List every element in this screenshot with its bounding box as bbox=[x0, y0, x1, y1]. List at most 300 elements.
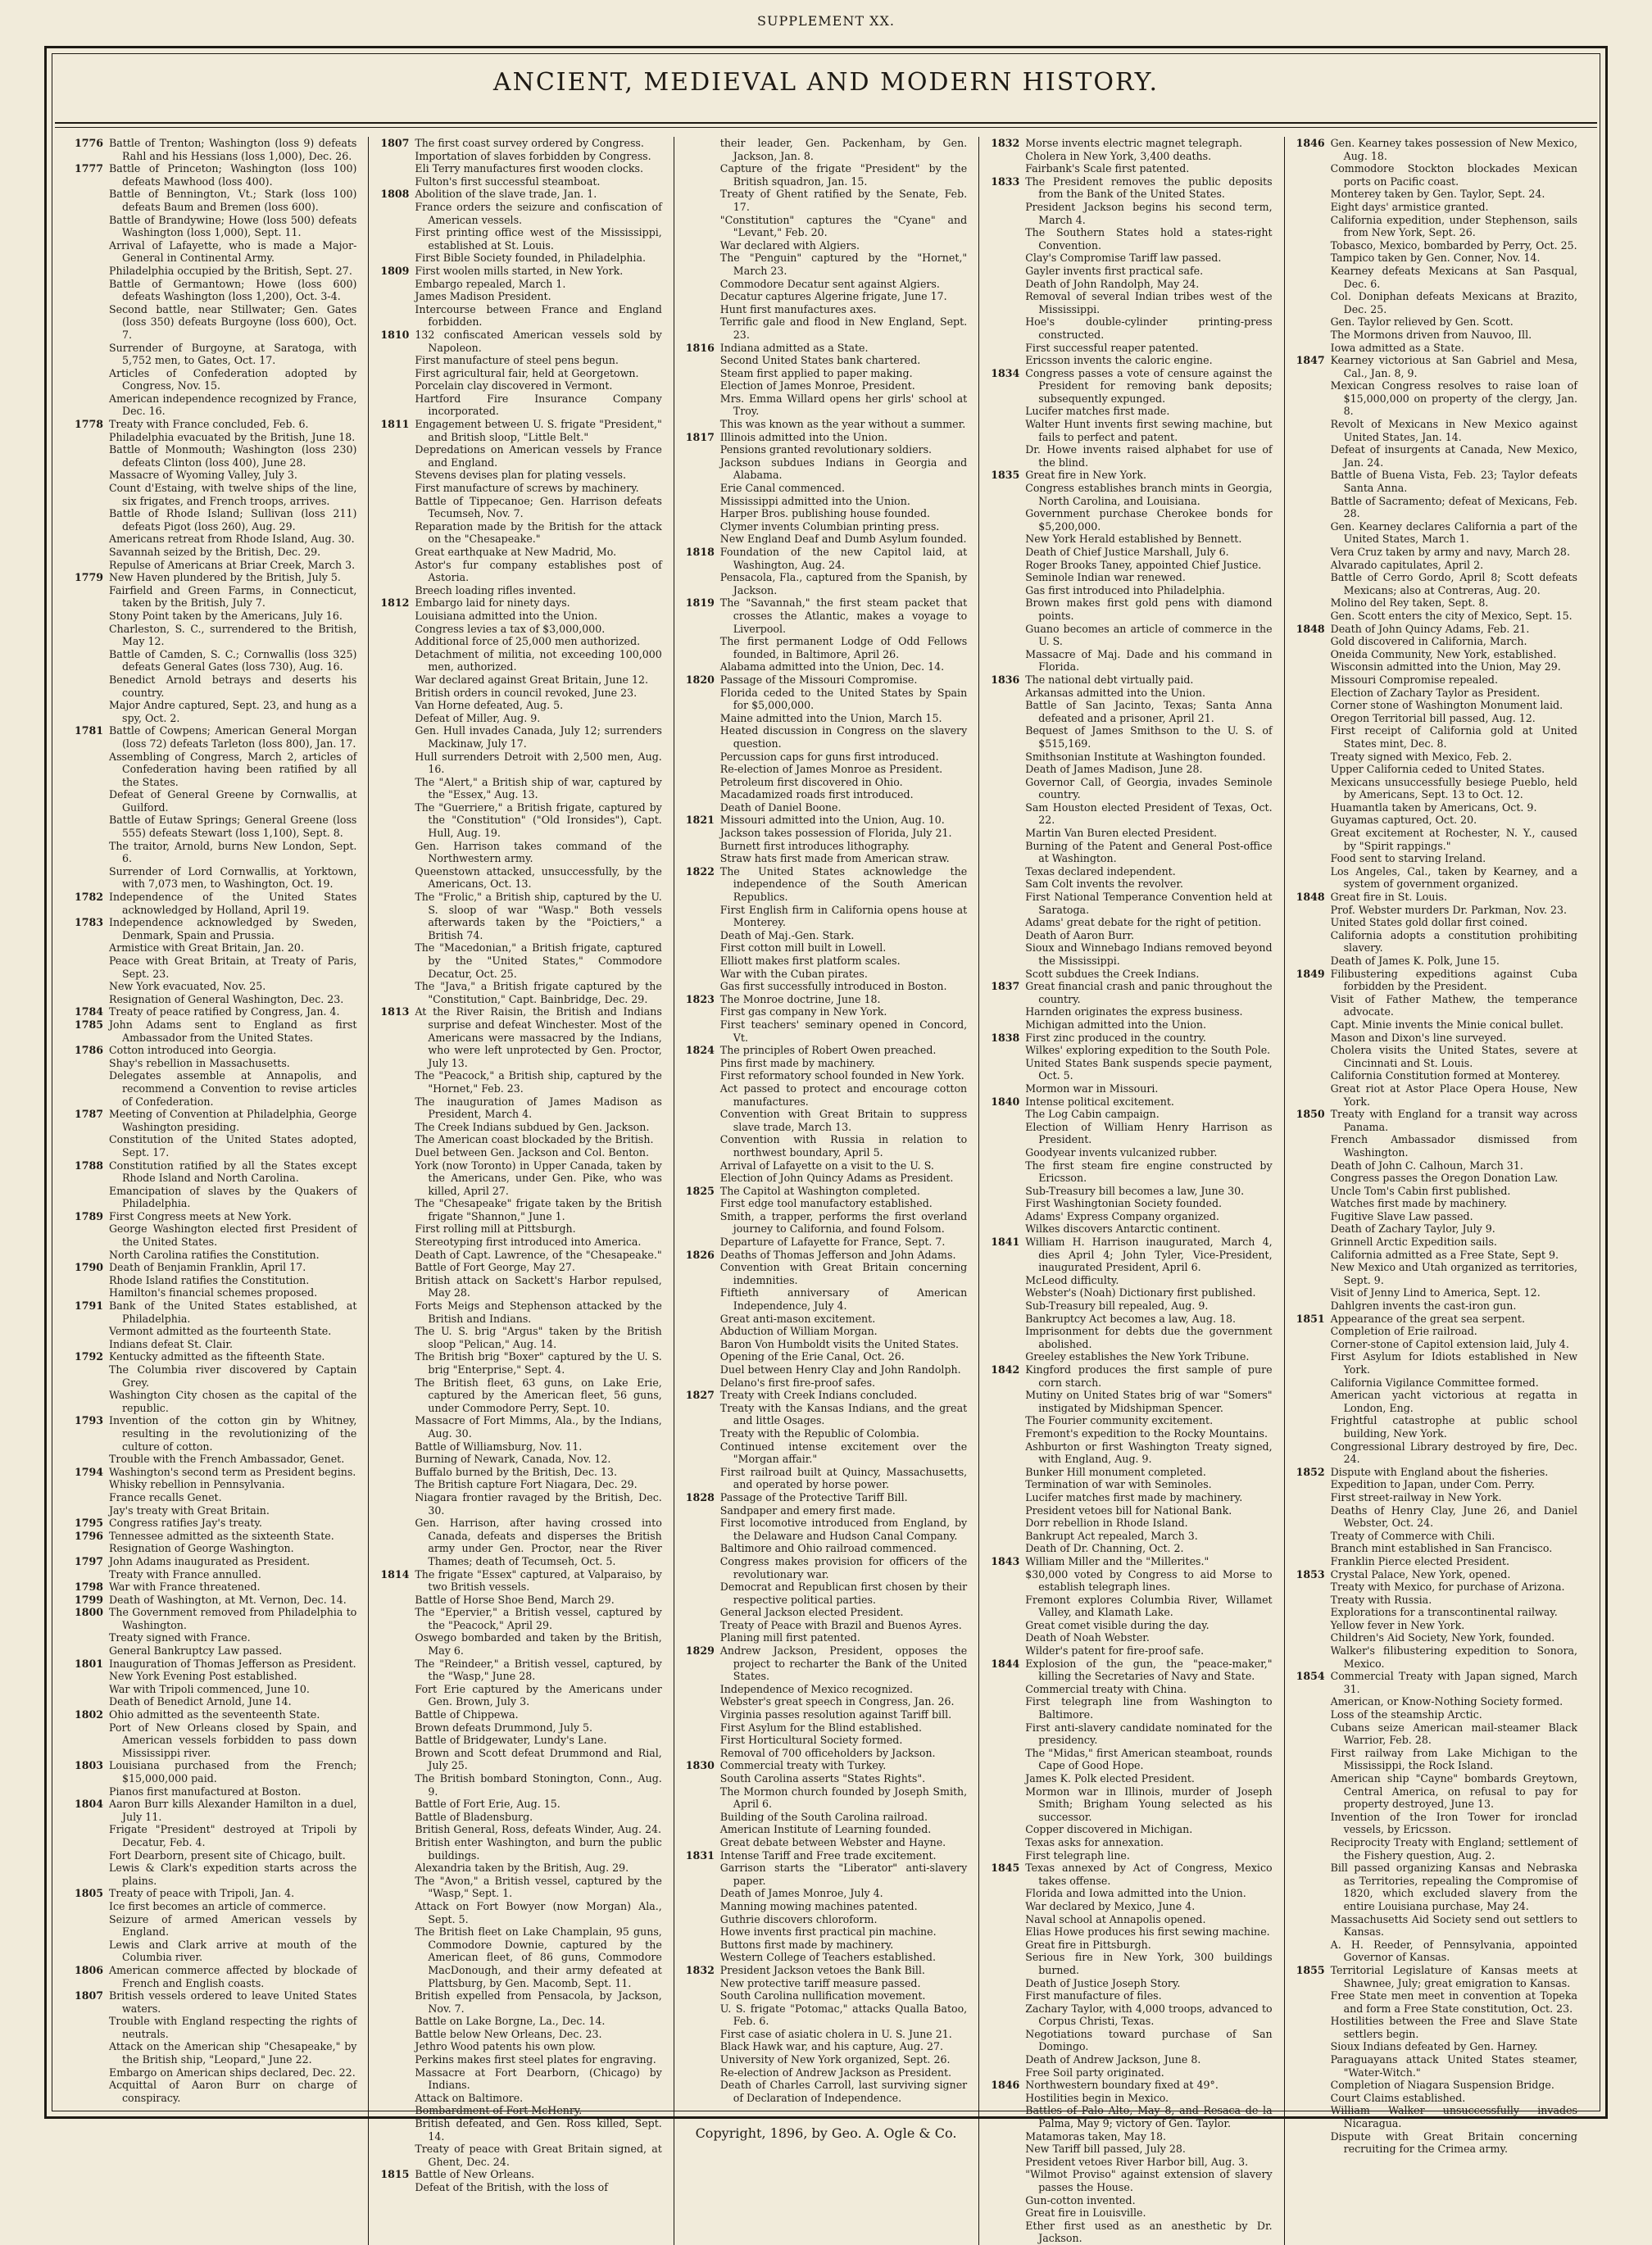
history-entry bbox=[75, 239, 356, 265]
history-entry bbox=[75, 1581, 356, 1594]
entry-year bbox=[1296, 1913, 1331, 1939]
entry-year bbox=[1296, 1159, 1331, 1172]
entry-text: Trouble with England respecting the rights of neutrals. bbox=[109, 2015, 357, 2040]
entry-year bbox=[380, 1798, 415, 1811]
history-entry bbox=[1296, 315, 1577, 329]
entry-year bbox=[75, 840, 109, 865]
history-entry bbox=[380, 801, 661, 840]
entry-year bbox=[1296, 1261, 1331, 1286]
entry-text: The first coast survey ordered by Congress. bbox=[415, 137, 644, 149]
entry-year bbox=[991, 1440, 1025, 1466]
history-entry bbox=[75, 1939, 356, 1964]
entry-text: Matamoras taken, May 18. bbox=[1025, 2129, 1166, 2143]
entry-text: Revolt of Mexicans in New Mexico against United States, Jan. 14. bbox=[1330, 418, 1577, 443]
history-entry bbox=[1296, 239, 1577, 252]
entry-text: Election of William Henry Harrison as President. bbox=[1025, 1120, 1273, 1146]
entry-year bbox=[686, 763, 720, 776]
history-entry bbox=[686, 1989, 967, 2002]
history-entry bbox=[1296, 1159, 1577, 1172]
history-entry bbox=[686, 1862, 967, 1887]
entry-text: Gen. Kearney declares California a part of the United States, March 1. bbox=[1330, 519, 1577, 546]
entry-year: 1803 bbox=[75, 1759, 104, 1772]
entry-text: Buffalo burned by the British, Dec. 13. bbox=[415, 1465, 618, 1478]
entry-text: Alabama admitted into the Union, Dec. 14. bbox=[719, 660, 945, 674]
entry-year bbox=[686, 1005, 720, 1018]
entry-year bbox=[991, 1542, 1025, 1555]
entry-text: Battle of Buena Vista, Feb. 23; Taylor defeats Santa Anna. bbox=[1330, 469, 1577, 495]
entry-text: Huamantla taken by Americans, Oct. 9. bbox=[1330, 800, 1537, 814]
entry-year bbox=[380, 1708, 415, 1721]
entry-text: Stony Point taken by the Americans, July 16. bbox=[109, 609, 343, 622]
history-entry bbox=[686, 1313, 967, 1326]
history-entry bbox=[991, 1159, 1272, 1185]
entry-text: Great anti-mason excitement. bbox=[719, 1312, 876, 1325]
entry-text: Court Claims established. bbox=[1330, 2091, 1466, 2104]
entry-year bbox=[1296, 239, 1331, 252]
entry-year bbox=[686, 214, 720, 239]
entry-year bbox=[1296, 571, 1331, 596]
history-entry bbox=[991, 342, 1272, 355]
entry-text: First successful reaper patented. bbox=[1025, 341, 1199, 354]
entry-text: Act passed to protect and encourage cotton manufactures. bbox=[719, 1082, 968, 1108]
entry-year bbox=[991, 2220, 1025, 2245]
history-entry bbox=[991, 916, 1272, 929]
entry-year bbox=[1296, 1249, 1331, 1262]
history-entry bbox=[991, 1005, 1272, 1018]
entry-year bbox=[75, 443, 109, 469]
history-entry bbox=[1296, 1594, 1577, 1607]
history-entry bbox=[686, 865, 967, 904]
history-entry bbox=[991, 1951, 1272, 1976]
entry-text: 132 confiscated American vessels sold by Napoleon. bbox=[415, 328, 662, 354]
history-entry bbox=[1296, 265, 1577, 290]
entry-year bbox=[380, 1631, 415, 1657]
entry-text: American independence recognized by France, Dec. 16. bbox=[109, 392, 357, 418]
history-entry bbox=[991, 443, 1272, 469]
entry-text: The United States acknowledge the independence of the South American Republics. bbox=[719, 864, 968, 904]
history-entry bbox=[991, 1313, 1272, 1326]
entry-year bbox=[380, 980, 415, 1005]
history-entry bbox=[991, 354, 1272, 367]
entry-text: Congress establishes branch mints in Georgia, North Carolina, and Louisiana. bbox=[1025, 482, 1273, 507]
history-entry bbox=[1296, 814, 1577, 827]
entry-year bbox=[686, 852, 720, 865]
entry-text: Fugitive Slave Law passed. bbox=[1330, 1209, 1473, 1222]
history-entry bbox=[1296, 1018, 1577, 1032]
entry-text: The "Guerriere," a British frigate, captured by the "Constitution" ("Old Ironsides"), Capt. Hull, Aug. 19. bbox=[415, 800, 662, 840]
history-entry bbox=[75, 610, 356, 623]
history-entry bbox=[991, 1695, 1272, 1721]
entry-year bbox=[686, 495, 720, 508]
entry-text: General Bankruptcy Law passed. bbox=[109, 1644, 283, 1658]
history-entry bbox=[991, 724, 1272, 750]
history-entry bbox=[1296, 1172, 1577, 1185]
entry-year bbox=[75, 1670, 109, 1683]
history-entry bbox=[991, 1095, 1272, 1109]
history-entry bbox=[1296, 1811, 1577, 1836]
supplement-number: SUPPLEMENT XX. bbox=[757, 13, 895, 29]
history-entry bbox=[991, 801, 1272, 827]
history-entry bbox=[380, 278, 661, 291]
history-entry bbox=[380, 1568, 661, 1594]
history-entry bbox=[380, 1350, 661, 1376]
entry-text: Death of Chief Justice Marshall, July 6. bbox=[1025, 546, 1229, 558]
entry-year: 1816 bbox=[685, 341, 715, 354]
history-entry bbox=[75, 1913, 356, 1939]
history-entry bbox=[686, 1082, 967, 1108]
history-entry bbox=[1296, 904, 1577, 917]
history-entry bbox=[686, 239, 967, 252]
entry-text: Capt. Minie invents the Minie conical bullet. bbox=[1330, 1018, 1564, 1031]
entry-year bbox=[686, 1683, 720, 1696]
entry-text: First National Temperance Convention held at Saratoga. bbox=[1025, 891, 1273, 916]
history-entry bbox=[991, 1044, 1272, 1057]
entry-text: Garrison starts the "Liberator" anti-slavery paper. bbox=[719, 1862, 968, 1887]
entry-year: 1819 bbox=[685, 596, 715, 610]
entry-text: Fort Dearborn, present site of Chicago, built. bbox=[109, 1848, 346, 1862]
history-entry bbox=[991, 278, 1272, 291]
entry-text: Battle of Bladensburg. bbox=[415, 1810, 533, 1823]
history-entry bbox=[991, 1925, 1272, 1939]
entry-text: Death of Charles Carroll, last surviving signer of Declaration of Independence. bbox=[719, 2079, 968, 2104]
entry-text: First manufacture of screws by machinery. bbox=[415, 482, 639, 495]
entry-text: War declared against Great Britain, June 12. bbox=[415, 673, 649, 686]
entry-year bbox=[1296, 214, 1331, 239]
history-entry bbox=[1296, 712, 1577, 725]
entry-text: First zinc produced in the country. bbox=[1025, 1031, 1206, 1044]
entry-year bbox=[686, 1363, 720, 1376]
history-entry bbox=[1296, 1133, 1577, 1159]
entry-text: The Creek Indians subdued by Gen. Jackson. bbox=[415, 1120, 650, 1133]
history-entry bbox=[380, 2143, 661, 2168]
entry-year bbox=[991, 840, 1025, 865]
entry-text: Articles of Confederation adopted by Congress, Nov. 15. bbox=[109, 366, 357, 392]
history-entry bbox=[991, 1900, 1272, 1913]
entry-text: Jackson subdues Indians in Georgia and Alabama. bbox=[719, 456, 968, 482]
entry-text: Porcelain clay discovered in Vermont. bbox=[415, 379, 613, 392]
entry-text: Arrival of Lafayette on a visit to the U. S. bbox=[719, 1159, 934, 1172]
entry-year bbox=[1296, 1989, 1331, 2015]
history-entry bbox=[1296, 1939, 1577, 1964]
entry-text: Commercial treaty with China. bbox=[1025, 1682, 1187, 1695]
history-entry bbox=[1296, 290, 1577, 315]
entry-text: The "Alert," a British ship of war, captured by the "Essex," Aug. 13. bbox=[415, 775, 662, 801]
entry-text: Corner stone of Washington Monument laid. bbox=[1330, 699, 1564, 712]
entry-year bbox=[75, 674, 109, 699]
history-entry bbox=[991, 1772, 1272, 1785]
history-entry bbox=[380, 2053, 661, 2066]
entry-year bbox=[686, 482, 720, 495]
entry-year: 1811 bbox=[380, 418, 410, 431]
entry-text: Explosion of the gun, the "peace-maker," killing the Secretaries of Navy and State. bbox=[1025, 1657, 1273, 1683]
history-entry bbox=[380, 776, 661, 801]
entry-year bbox=[1296, 1222, 1331, 1236]
history-entry bbox=[991, 1197, 1272, 1210]
entry-year bbox=[1296, 916, 1331, 929]
entry-text: Capture of the frigate "President" by the British squadron, Jan. 15. bbox=[719, 162, 968, 188]
history-entry bbox=[686, 1913, 967, 1926]
history-entry bbox=[686, 1900, 967, 1913]
history-entry bbox=[686, 520, 967, 533]
entry-text: Convention with Great Britain to suppress slave trade, March 13. bbox=[719, 1108, 968, 1133]
history-entry bbox=[1296, 751, 1577, 764]
history-entry bbox=[991, 878, 1272, 891]
history-entry bbox=[1296, 1568, 1577, 1581]
entry-text: American Institute of Learning founded. bbox=[719, 1823, 932, 1836]
entry-text: Great financial crash and panic throughout the country. bbox=[1025, 980, 1273, 1005]
history-entry bbox=[991, 1517, 1272, 1530]
entry-year: 1832 bbox=[685, 1963, 715, 1976]
entry-year bbox=[686, 801, 720, 814]
entry-text: Fiftieth anniversary of American Independence, July 4. bbox=[719, 1286, 968, 1313]
entry-year bbox=[1296, 827, 1331, 852]
entry-year bbox=[991, 1222, 1025, 1236]
entry-text: Great fire in Pittsburgh. bbox=[1025, 1938, 1151, 1951]
history-entry bbox=[991, 1466, 1272, 1479]
history-entry bbox=[75, 1185, 356, 1210]
history-entry bbox=[991, 699, 1272, 724]
entry-year bbox=[380, 1440, 415, 1454]
entry-text: Guyamas captured, Oct. 20. bbox=[1330, 814, 1477, 827]
entry-year bbox=[686, 1082, 720, 1108]
history-entry bbox=[686, 904, 967, 929]
entry-year bbox=[1296, 648, 1331, 661]
history-entry bbox=[75, 840, 356, 865]
title-rule-thin bbox=[55, 127, 1597, 128]
history-entry bbox=[686, 1005, 967, 1018]
entry-year bbox=[1296, 1389, 1331, 1414]
history-entry bbox=[1296, 418, 1577, 443]
entry-text: Sam Houston elected President of Texas, Oct. 22. bbox=[1025, 800, 1273, 827]
entry-year bbox=[991, 571, 1025, 584]
history-entry bbox=[991, 1286, 1272, 1299]
entry-text: Naval school at Annapolis opened. bbox=[1025, 1912, 1206, 1925]
entry-text: Visit of Father Mathew, the temperance advocate. bbox=[1330, 992, 1577, 1018]
history-entry bbox=[686, 342, 967, 355]
history-entry bbox=[75, 1555, 356, 1568]
history-entry bbox=[1296, 1478, 1577, 1491]
history-entry bbox=[991, 1082, 1272, 1095]
history-entry bbox=[1296, 329, 1577, 342]
history-entry bbox=[75, 1363, 356, 1389]
entry-text: First cotton mill built in Lowell. bbox=[719, 941, 887, 955]
history-entry bbox=[75, 1018, 356, 1044]
entry-text: Breech loading rifles invented. bbox=[415, 583, 576, 596]
entry-year bbox=[75, 1185, 109, 1210]
entry-year bbox=[380, 559, 415, 584]
entry-text: Hartford Fire Insurance Company incorporated. bbox=[415, 392, 662, 418]
entry-text: Morse invents electric magnet telegraph. bbox=[1025, 137, 1243, 149]
history-entry bbox=[686, 1811, 967, 1824]
entry-year bbox=[1296, 1286, 1331, 1299]
entry-year bbox=[991, 1286, 1025, 1299]
history-entry bbox=[1296, 865, 1577, 891]
entry-year bbox=[380, 2181, 415, 2194]
history-entry bbox=[991, 1619, 1272, 1632]
entry-year: 1808 bbox=[380, 188, 410, 201]
entry-year bbox=[1296, 751, 1331, 764]
entry-text: Battle of Brandywine; Howe (loss 500) defeats Washington (loss 1,000), Sept. 11. bbox=[109, 213, 357, 239]
entry-year bbox=[991, 1185, 1025, 1198]
entry-text: Perkins makes first steel plates for engraving. bbox=[415, 2053, 656, 2066]
history-entry bbox=[1296, 1989, 1577, 2015]
entry-year bbox=[1296, 993, 1331, 1018]
entry-text: Foundation of the new Capitol laid, at Washington, Aug. 24. bbox=[719, 546, 968, 571]
history-entry bbox=[75, 1133, 356, 1159]
entry-text: Death of Daniel Boone. bbox=[719, 800, 842, 814]
entry-year: 1810 bbox=[380, 328, 410, 341]
entry-text: Arkansas admitted into the Union. bbox=[1025, 686, 1206, 699]
history-entry bbox=[1296, 1542, 1577, 1555]
entry-text: The "Avon," a British vessel, captured by the "Wasp," Sept. 1. bbox=[415, 1874, 662, 1900]
entry-text: Departure of Lafayette for France, Sept. 7. bbox=[719, 1236, 946, 1249]
history-entry bbox=[991, 2206, 1272, 2220]
entry-text: Building of the South Carolina railroad. bbox=[719, 1810, 928, 1823]
history-entry bbox=[1296, 1747, 1577, 1772]
entry-year: 1781 bbox=[75, 724, 104, 737]
history-entry bbox=[1296, 916, 1577, 929]
entry-text: Martin Van Buren elected President. bbox=[1025, 827, 1218, 840]
history-entry bbox=[380, 1708, 661, 1721]
history-entry bbox=[991, 1363, 1272, 1389]
entry-year bbox=[991, 2092, 1025, 2105]
entry-year bbox=[991, 878, 1025, 891]
entry-year bbox=[380, 610, 415, 623]
history-entry bbox=[380, 1005, 661, 1069]
history-entry bbox=[380, 1376, 661, 1415]
entry-year bbox=[1296, 1350, 1331, 1376]
entry-text: Death of Justice Joseph Story. bbox=[1025, 1976, 1181, 1989]
entry-year bbox=[686, 840, 720, 853]
entry-text: Treaty of peace with Tripoli, Jan. 4. bbox=[109, 1887, 295, 1900]
entry-text: The British brig "Boxer" captured by the U. S. brig "Enterprise," Sept. 4. bbox=[415, 1350, 662, 1376]
entry-text: Defeat of the British, with the loss of bbox=[415, 2181, 608, 2193]
entry-text: First locomotive introduced from England, by the Delaware and Hudson Canal Company. bbox=[719, 1517, 968, 1542]
entry-year bbox=[991, 482, 1025, 507]
entry-year bbox=[1296, 1032, 1331, 1045]
entry-year bbox=[1296, 763, 1331, 776]
history-entry bbox=[380, 1453, 661, 1466]
entry-text: Stevens devises plan for plating vessels. bbox=[415, 469, 626, 482]
entry-text: First receipt of California gold at United States mint, Dec. 8. bbox=[1330, 724, 1577, 750]
entry-year bbox=[75, 814, 109, 839]
entry-year bbox=[991, 1977, 1025, 1990]
entry-year bbox=[75, 431, 109, 444]
entry-text: Hoe's double-cylinder printing-press constructed. bbox=[1025, 315, 1273, 341]
entry-text: Dispute with England about the fisheries. bbox=[1330, 1465, 1549, 1478]
history-entry bbox=[991, 367, 1272, 406]
entry-year: 1805 bbox=[75, 1887, 104, 1900]
history-entry bbox=[991, 469, 1272, 482]
entry-year: 1830 bbox=[685, 1759, 715, 1772]
entry-year bbox=[75, 1862, 109, 1887]
entry-year bbox=[75, 2015, 109, 2040]
entry-text: Battle of Monmouth; Washington (loss 230) defeats Clinton (loss 400), June 28. bbox=[109, 443, 357, 469]
history-entry bbox=[380, 1772, 661, 1798]
entry-year bbox=[380, 392, 415, 418]
entry-text: Adams' Express Company organized. bbox=[1025, 1209, 1219, 1222]
entry-text: Duel between Henry Clay and John Randolph. bbox=[719, 1363, 961, 1376]
entry-text: First case of asiatic cholera in U. S. June 21. bbox=[719, 2027, 952, 2040]
history-entry bbox=[1296, 1236, 1577, 1249]
entry-year bbox=[75, 392, 109, 418]
entry-text: Invention of the cotton gin by Whitney, resulting in the revolutionizing of the culture of cotton. bbox=[109, 1414, 357, 1453]
entry-text: Copper discovered in Michigan. bbox=[1025, 1823, 1193, 1836]
history-entry bbox=[991, 1683, 1272, 1696]
entry-year bbox=[75, 1325, 109, 1338]
entry-text: Wilkes discovers Antarctic continent. bbox=[1025, 1222, 1221, 1236]
history-entry bbox=[991, 559, 1272, 572]
entry-text: Treaty of peace with Great Britain signed, at Ghent, Dec. 24. bbox=[415, 2143, 662, 2168]
entry-text: Scott subdues the Creek Indians. bbox=[1025, 967, 1200, 980]
history-entry bbox=[991, 2002, 1272, 2028]
entry-year bbox=[991, 1747, 1025, 1772]
history-entry bbox=[991, 1631, 1272, 1644]
history-entry bbox=[686, 379, 967, 392]
entry-year bbox=[1296, 1299, 1331, 1313]
entry-year bbox=[1296, 699, 1331, 712]
entry-year bbox=[686, 1236, 720, 1249]
entry-text: Fulton's first successful steamboat. bbox=[415, 175, 601, 188]
history-entry bbox=[380, 303, 661, 329]
entry-year bbox=[75, 1631, 109, 1644]
entry-text: Bankruptcy Act becomes a law, Aug. 18. bbox=[1025, 1312, 1236, 1325]
entry-text: The "Java," a British frigate captured by the "Constitution," Capt. Bainbridge, Dec. 29. bbox=[415, 980, 662, 1005]
entry-text: Independence acknowledged by Sweden, Denmark, Spain and Prussia. bbox=[109, 916, 357, 941]
entry-year: 1796 bbox=[75, 1529, 104, 1542]
entry-text: War with Tripoli commenced, June 10. bbox=[109, 1682, 310, 1695]
entry-text: Battle of Tippecanoe; Gen. Harrison defeats Tecumseh, Nov. 7. bbox=[415, 494, 662, 520]
entry-text: First woolen mills started, in New York. bbox=[415, 264, 624, 277]
history-entry bbox=[75, 1249, 356, 1262]
column-4 bbox=[978, 137, 1283, 2245]
entry-text: Kearney victorious at San Gabriel and Mesa, Cal., Jan. 8, 9. bbox=[1330, 354, 1577, 379]
entry-year bbox=[1296, 1836, 1331, 1862]
history-entry bbox=[686, 1759, 967, 1772]
entry-year bbox=[686, 776, 720, 789]
entry-text: Maine admitted into the Union, March 15. bbox=[719, 711, 942, 724]
history-entry bbox=[1296, 1491, 1577, 1504]
entry-year bbox=[380, 1594, 415, 1607]
entry-year: 1804 bbox=[75, 1798, 104, 1811]
entry-year bbox=[75, 648, 109, 674]
entry-year bbox=[380, 1350, 415, 1376]
history-entry bbox=[686, 1376, 967, 1390]
entry-text: Convention with Great Britain concerning indemnities. bbox=[719, 1261, 968, 1286]
history-entry bbox=[991, 1644, 1272, 1658]
entry-text: Oneida Community, New York, established. bbox=[1330, 647, 1557, 660]
entry-text: Gas first successfully introduced in Boston. bbox=[719, 980, 947, 993]
entry-year bbox=[991, 623, 1025, 648]
entry-year: 1815 bbox=[380, 2168, 410, 2181]
history-entry bbox=[380, 1261, 661, 1274]
history-entry bbox=[1296, 699, 1577, 712]
entry-year bbox=[991, 1057, 1025, 1082]
entry-year bbox=[686, 1057, 720, 1070]
entry-year bbox=[686, 1977, 720, 1990]
history-entry bbox=[380, 1798, 661, 1811]
entry-text: Reciprocity Treaty with England; settlement of the Fishery question, Aug. 2. bbox=[1330, 1835, 1577, 1862]
history-entry bbox=[991, 1057, 1272, 1082]
history-entry bbox=[991, 2079, 1272, 2092]
history-entry bbox=[991, 1274, 1272, 1287]
history-entry bbox=[686, 303, 967, 316]
entry-text: Death of Capt. Lawrence, of the "Chesapeake." bbox=[415, 1248, 662, 1261]
entry-text: The traitor, Arnold, burns New London, Sept. 6. bbox=[109, 839, 357, 865]
history-entry bbox=[991, 1018, 1272, 1032]
history-entry bbox=[991, 1530, 1272, 1543]
entry-year bbox=[380, 1478, 415, 1491]
